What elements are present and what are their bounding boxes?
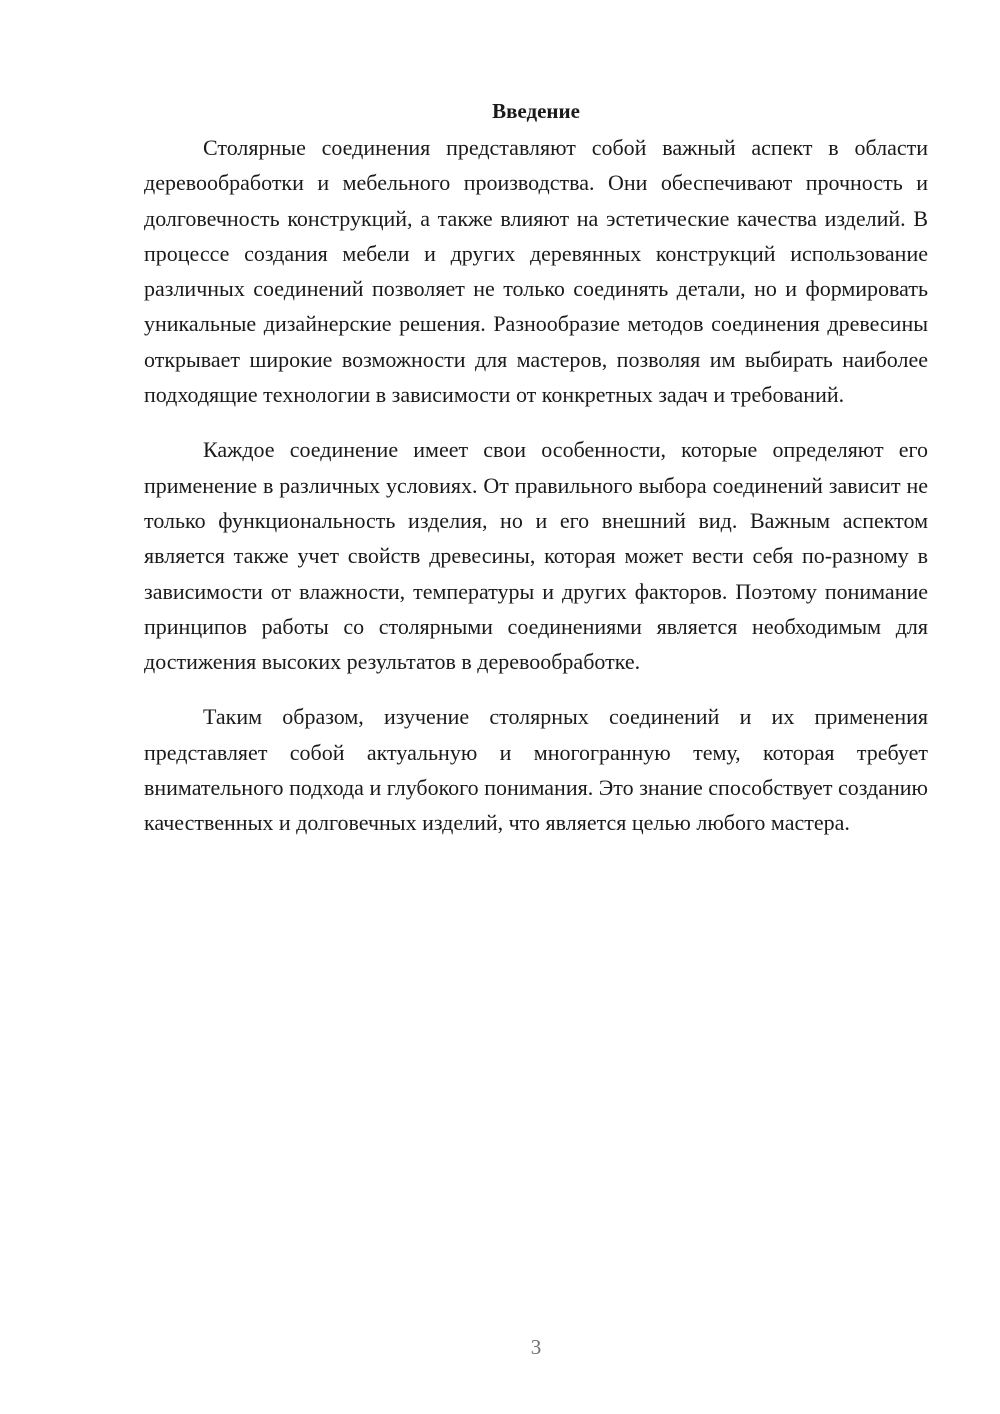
paragraph-2: Каждое соединение имеет свои особенности, которые определяют его применение в различных условиях. От правильного выбора соединений зависит не только функциональность изделия, но и его внешний вид. Важным аспектом является также учет свойств древесины, которая может вести себя по-разному в зависимости от влажности, температуры и других факторов. Поэтому понимание принципов работы со столярными соединениями является необходимым для достижения высоких результатов в деревообработке. xyxy=(144,437,928,675)
page-number: 3 xyxy=(530,1335,542,1359)
section-title: Введение xyxy=(492,99,580,123)
page-content xyxy=(144,96,928,841)
paragraph-1: Столярные соединения представляют собой важный аспект в области деревообработки и мебельного производства. Они обеспечивают прочность и долговечность конструкций, а также влияют на эстетические качества изделий. В процессе создания мебели и других деревянных конструкций использование различных соединений позволяет не только соединять детали, но и формировать уникальные дизайнерские решения. Разнообразие методов соединения древесины открывает широкие возможности для мастеров, позволяя им выбирать наиболее подходящие технологии в зависимости от конкретных задач и требований. xyxy=(144,135,928,408)
paragraph-3: Таким образом, изучение столярных соединений и их применения представляет собой актуальную и многогранную тему, которая требует внимательного подхода и глубокого понимания. Это знание способствует созданию качественных и долговечных изделий, что является целью любого мастера. xyxy=(144,704,928,836)
